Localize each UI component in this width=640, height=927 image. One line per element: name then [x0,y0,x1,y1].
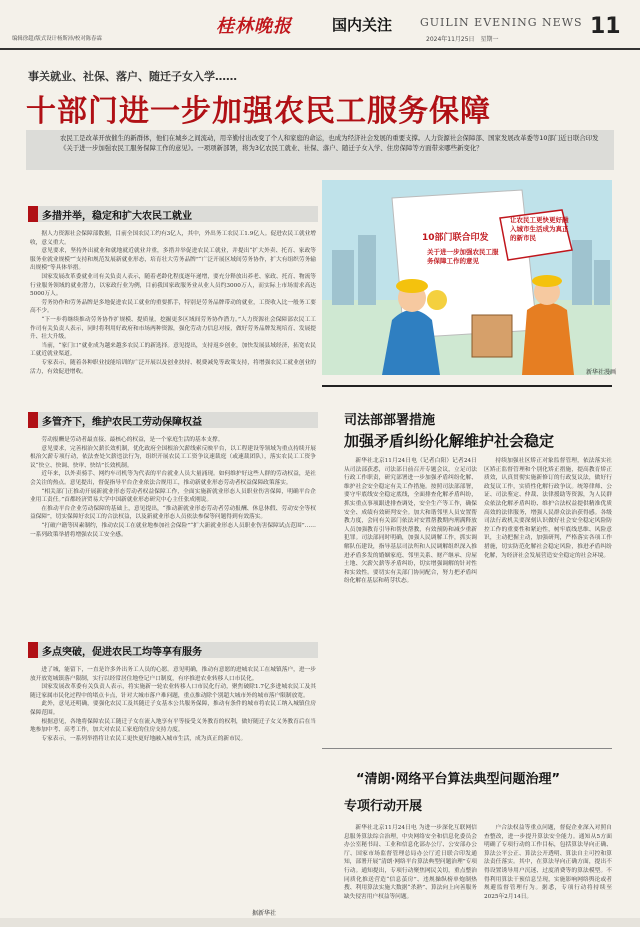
illustration-credit: 新华社漫画 [586,369,617,376]
paragraph: “打破户籍等因素制约，推动农民工在就业地参加社会保险”“扩大新就业形态人员职业伤害保障试点范围”……一系列政策举措将增强农民工安全感。 [30,522,316,538]
article-3-title-line-1: “清朗·网络平台算法典型问题治理” [356,772,561,787]
editor-line: 编辑徐超/版式设计杨斯沛/校对陈春霖 [12,36,102,42]
paragraph: 根据意见，各地将保障农民工随迁子女在流入地享有平等接受义务教育的权利，做好随迁子女义务教育后在当地参加中考、高考工作，加大对农民工家庭的住房支持力度。 [30,718,316,734]
cartoon-document-subtitle: 关于进一步加强农民工服务保障工作的意见 [427,248,499,265]
lead-paragraph [26,130,614,170]
issue-date: 2024年11月25日 星期一 [426,36,499,43]
paragraph: 新华社北京11月24日电（记者白阳）记者24日从司法部获悉，司法部日前召开专题会议，立足司法行政工作职责，研究部署进一步加强矛盾纠纷化解、维护社会安全稳定有关工作措施。按照司法部部署，要守牢底线安全稳定底线，全面排查化解矛盾纠纷，抓实重点事项跟进排查调处，安全生产等工作，确保安全、成绩有效研判安全。加大和谐邻里人员安置帮教力度，会同有关部门依法对安置帮教期内刑满释放人员加强教育引导和帮扶帮教，有效预防和减少重新犯罪。司法部同时明确，加强人民调解工作，抓实调解队伍建设，指导基层司法所和人民调解组织深入推进矛盾多发的婚姻家庭、邻里关系、财产继承、房屋土地、欠薪欠薪等矛盾纠纷，切实增强调解的针对性和实效性。要切实有关部门协同配合，努力把矛盾纠纷化解在基层和萌芽状态。 [344,458,477,585]
paragraph: 劳务协作和劳务品牌是多地促进农民工就业的重要抓手，特别是劳务品牌带动的就业，工资收入比一般务工要高不少。 [30,299,316,315]
paragraph: 劳动报酬是劳动者最直接、最核心的权益，是一个家庭生活的基本支撑。 [41,437,224,443]
cartoon-document-title: 10部门联合印发 [422,233,489,243]
article-3-title-line-2: 专项行动开展 [344,799,423,814]
paragraph: 进了城，能留下，一直是许多外出务工人员的心愿。意见明确，推动有意愿的进城农民工在城镇落户，进一步放开放宽城镇落户限制，实行以经常居住地登记户口制度，有序推进农业转移人口市民化。 [30,667,316,682]
right-divider [322,385,612,387]
article-2-column-1 [344,457,477,741]
paragraph: 在推动平台企业劳动保障的基础上，意见提出，“推动新就业形态劳动者劳动报酬、休息休假、劳动安全等权益保障”，切实保障好农民工的合法权益，以及新就业形态人员依法参保等问题得到有效落实。 [30,505,316,521]
article-3-column-2 [484,824,612,912]
subheading-3: 多点突破，促进农民工均等享有服务 [42,647,202,658]
subheading-2: 多管齐下，维护农民工劳动保障权益 [42,417,202,428]
paragraph: 户合法权益等重点问题，督促企业深入对照自查整改，进一步提升算法安全能力。通知从5方面明确了专项行动的工作目标，包括算法导向正确、算法公平公正、算法公开透明、算法自主可控和算法责任落实。其中，在算法导向正确方面，提出不得设置诱导用户沉迷、过度消费等的算法模型。不得利用算法干预信息呈现，实施影响网络舆论或者规避监督管理行为。据悉，专项行动将持续至2025年2月14日。 [484,825,612,900]
article-2-title-line-2: 加强矛盾纠纷化解维护社会稳定 [344,432,555,450]
page-number: 11 [590,14,621,39]
english-paper-name: GUILIN EVENING NEWS [420,16,583,29]
subheading-marker [28,642,38,658]
article-2-title-line-1: 司法部部署措施 [344,413,436,428]
footer-bar [0,918,640,927]
paragraph: 据人力资源社会保障部数据，目前全国农民工约有3亿人，其中，外出务工农民工1.9亿人。促进农民工就业增收，意义重大。 [30,231,316,246]
section-2-body [30,436,316,626]
subheading-bar-1 [28,206,318,222]
cartoon-drawing [322,180,612,375]
paragraph: 持续加强社区矫正对象监督管理，依法落实社区矫正监督管理和个别化矫正措施，提高教育矫正质效，认真贯彻实施新修订的行政复议法，做好行政复议工作，实质性化解行政争议。统筹律师、公证、司法鉴定、仲裁、法律援助等资源，为人民群众依法化解矛盾纠纷、维护合法权益提供精准优质高效的法律服务，增强人民群众法治获得感。各级司法行政机关要深刻认识做好社会安全稳定风险防控工作的重要性和紧迫性，树牢底线思维、风险意识，主动把握主动，加强研判，严格落实各项工作措施，切实防范化解社会稳定风险，推进矛盾纠纷化解，为经济社会发展营造安全稳定的社会环境。 [484,458,612,559]
paragraph: “下一步将继续推动劳务协作扩规模、提质量，挖掘更多区域间劳务协作潜力。”人力资源社会保障部农民工工作司有关负责人表示，同时将利用好政府和市场两种资源，强化劳动力信息对接，做好劳务品牌发现培育、发展提升、壮大升级。 [30,316,316,341]
article-2-column-2 [484,457,612,741]
subheading-marker [28,412,38,428]
subheading-marker [28,206,38,222]
section-3-body [30,666,316,906]
section-name: 国内关注 [332,16,393,34]
paragraph: 新华社北京11月24日电 为进一步深化互联网信息服务算法综合治理，中央网络安全和信息化委员会办公室秘书局、工业和信息化部办公厅、公安部办公厅、国家市场监督管理总局办公厅近日联合印发通知，部署开展“清朗·网络平台算法典型问题治理”专项行动。通知提出，专项行动聚焦网民关切，重点整治同质化推送营造“信息茧房”、违规操纵榜单炮制热搜、利用算法实施大数据“杀熟”、算法向上向善服务缺失侵害用户权益等问题。 [344,825,477,900]
paper-logo: 桂林晚报 [216,16,292,37]
paragraph: 国家发展改革委就业司有关负责人表示，随着老龄化程度逐年递增，要充分释放出养老、家政、托育、物流等行业服务领域的就业潜力，以家政行业为例，目前我国家政服务业从业人员约3000万人，而实际上市场需求高达5000万人。 [30,273,316,298]
article-credit: 据新华社 [252,910,277,917]
paragraph: “相关部门正推动开展新就业形态劳动者权益保障工作，全面实施新就业形态人员职业伤害保障，明确平台企业用工责任。”首都经济贸易大学中国新就业形态研究中心主任张成刚说。 [30,488,316,504]
lead-text: 农民工是改革开放催生的新群体，他们在城乡之间流动，用辛勤付出改变了个人和家庭的命运，也成为经济社会发展的重要支撑。人力资源社会保障部、国家发展改革委等10部门近日联合印发《关于进一步加强农民工服务保障工作的意见》。一项项新部署，将为3亿农民工就业、社保、落户、随迁子女入学、住房保障等方面带来哪些新变化？ [60,134,599,152]
cartoon-sign-text: 让农民工更快更好融入城市生活成为真正的新市民 [510,216,569,242]
article-3-column-1 [344,824,477,912]
article-separator [322,748,612,749]
subheading-1: 多措并举，稳定和扩大农民工就业 [42,211,192,222]
paragraph: 此外，意见还明确，要强化农民工及其随迁子女基本公共服务保障，推动有条件的城市将农民工纳入城镇住房保障范围。 [30,701,316,716]
masthead [0,0,640,50]
section-1-body [30,230,316,410]
paragraph: 意见要求，坚持外出就业和就地就近就业并重，多措并举促进农民工就业，并提出“扩大外卖、托育、家政等服务业就业规模”“支持和规范发展新就业形态，培育壮大劳务品牌”“广泛开展区域间劳务协作，扩大有组织劳务输出规模”等具体举措。 [30,248,316,272]
kicker: 事关就业、社保、落户、随迁子女入学…… [28,70,237,83]
paragraph: 当前，“家门口”就业成为越来越多农民工的新选择。意见提出，支持返乡创业，加快发展县域经济，拓宽农民工就近就业渠道。 [30,342,316,358]
paragraph: 专家表示，随着各种职业技能培训的广泛开展以及创业扶持、税费减免等政策支持，将增强农民工就业创业的活力，有效促进增收。 [30,359,316,375]
paragraph: 专家表示，一系列举措将让农民工更快更好地融入城市生活，成为真正的新市民。 [41,735,247,742]
subheading-bar-2 [28,412,318,428]
cartoon-illustration [322,180,612,375]
paragraph: 近年来，以外卖骑手、网约车司机等为代表的平台就业人员大量涌现。如何维护好这些人群的劳动权益，是社会关注的热点。意见提出，督促指导平台企业依法合规用工，推动新就业形态劳动者权益保障政策落实。 [30,471,316,486]
headline: 十部门进一步加强农民工服务保障 [26,94,491,129]
paragraph: 国家发展改革委有关负责人表示，将实施新一轮农业转移人口市民化行动，聚焦破除1.7亿多进城农民工及其随迁家属市民化过程中的堵点卡点，针对大城市落户难问题，重点推动除个别超大城市外的城市落户限制放宽。 [30,684,316,699]
subheading-bar-3 [28,642,318,658]
paragraph: 意见要求，完善根治欠薪长效机制，优化政府全国根治欠薪线索反映平台，以工程建设等领域为重点持续开展根治欠薪专项行动，依法查处欠薪违法行为，组织开展农民工工资争议速裁庭（或速裁团队），落实农民工工资争议“快立、快调、快审、快结”长效机制。 [30,445,316,469]
